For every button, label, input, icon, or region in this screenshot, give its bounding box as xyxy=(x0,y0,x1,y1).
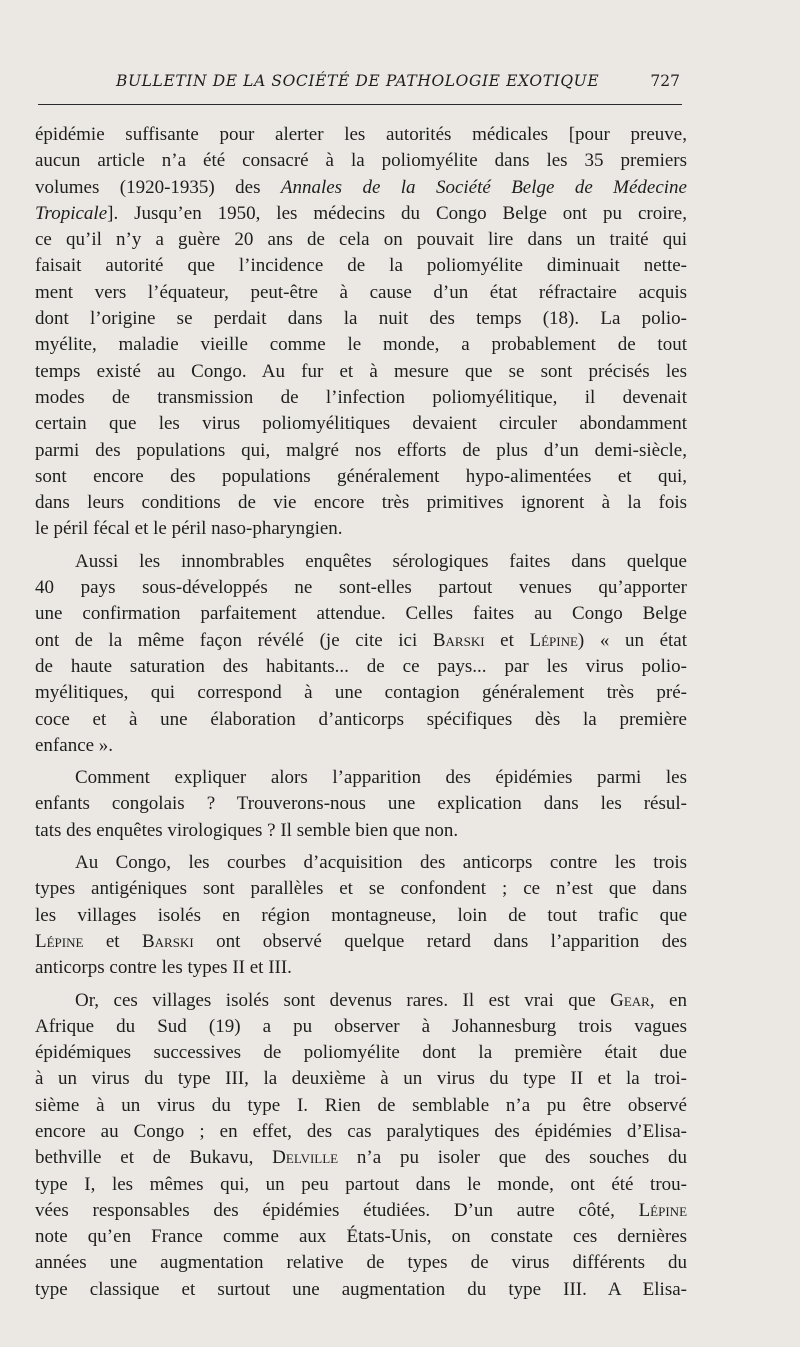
author-name: Lépine xyxy=(35,930,84,952)
text-line: aucun article n’a été consacré à la poliomyélite dans les 35 premiers xyxy=(35,150,687,172)
text-line: volumes (1920-1935) des Annales de la Société Belge de Médecine xyxy=(35,176,687,198)
paragraph-2 xyxy=(35,549,687,759)
text-line: parmi des populations qui, malgré nos efforts de plus d’un demi-siècle, xyxy=(35,439,687,461)
text-line: ment vers l’équateur, peut-être à cause d’un état réfractaire acquis xyxy=(35,281,687,303)
text-line: bethville et de Bukavu, Delville n’a pu isoler que des souches du xyxy=(35,1147,687,1169)
paragraph-4 xyxy=(35,850,687,981)
text-line: Comment expliquer alors l’apparition des épidémies parmi les xyxy=(75,767,687,789)
running-title: BULLETIN DE LA SOCIÉTÉ DE PATHOLOGIE EXOTIQUE xyxy=(116,72,600,90)
text-line: temps existé au Congo. Au fur et à mesure que se sont précisés les xyxy=(35,360,687,382)
journal-title-italic: Annales de la Société Belge de Médecine xyxy=(280,176,687,198)
page-number: 727 xyxy=(650,72,680,90)
text-line: certain que les virus poliomyélitiques devaient circuler abondamment xyxy=(35,413,687,435)
text-line: coce et à une élaboration d’anticorps spécifiques dès la première xyxy=(35,708,687,730)
text-line: Aussi les innombrables enquêtes sérologiques faites dans quelque xyxy=(75,550,687,572)
text-line: sont encore des populations généralement hypo-alimentées et qui, xyxy=(35,465,687,487)
paragraph-1 xyxy=(35,122,687,543)
text-line: anticorps contre les types II et III. xyxy=(35,957,292,979)
text-line: myélite, maladie vieille comme le monde, a probablement de tout xyxy=(35,334,687,356)
running-head xyxy=(112,72,680,96)
text-line: de haute saturation des habitants... de ce pays... par les virus polio- xyxy=(35,655,687,677)
text-line: Tropicale]. Jusqu’en 1950, les médecins du Congo Belge ont pu croire, xyxy=(35,202,687,224)
text-line: sième à un virus du type I. Rien de semblable n’a pu être observé xyxy=(35,1094,687,1116)
author-name: Barski xyxy=(141,930,194,952)
text-line: vées responsables des épidémies étudiées. D’un autre côté, Lépine xyxy=(35,1199,687,1221)
text-line: Afrique du Sud (19) a pu observer à Johannesburg trois vagues xyxy=(35,1015,687,1037)
text-line: années une augmentation relative de types de virus différents du xyxy=(35,1252,687,1274)
text-line: les villages isolés en région montagneuse, loin de tout trafic que xyxy=(35,904,687,926)
header-rule xyxy=(38,104,682,105)
text-line: ce qu’il n’y a guère 20 ans de cela on pouvait lire dans un traité qui xyxy=(35,229,687,251)
text-line: enfants congolais ? Trouverons-nous une explication dans les résul- xyxy=(35,793,687,815)
text-line: Or, ces villages isolés sont devenus rares. Il est vrai que Gear, en xyxy=(75,989,687,1011)
text-line: Lépine et Barski ont observé quelque retard dans l’apparition des xyxy=(35,930,687,952)
paragraph-3 xyxy=(35,765,687,844)
text-line: à un virus du type III, la deuxième à un virus du type II et la troi- xyxy=(35,1068,687,1090)
text-line: modes de transmission de l’infection poliomyélitique, il devenait xyxy=(35,386,687,408)
text-line: épidémiques successives de poliomyélite dont la première était due xyxy=(35,1042,687,1064)
text-line: dans leurs conditions de vie encore très primitives ignorent à la fois xyxy=(35,492,687,514)
author-name: Lépine xyxy=(638,1199,687,1221)
author-name: Delville xyxy=(272,1147,339,1169)
text-line: type I, les mêmes qui, un peu partout dans le monde, ont été trou- xyxy=(35,1173,687,1195)
author-name: Lépine xyxy=(529,629,578,651)
journal-title-italic: Tropicale xyxy=(35,202,108,224)
text-line: type classique et surtout une augmentation du type III. A Elisa- xyxy=(35,1278,687,1300)
text-line: épidémie suffisante pour alerter les autorités médicales [pour preuve, xyxy=(35,124,687,145)
text-line: le péril fécal et le péril naso-pharyngien. xyxy=(35,518,343,540)
paragraph-5 xyxy=(35,988,687,1304)
body-text xyxy=(35,122,687,1303)
text-line: dont l’origine se perdait dans la nuit des temps (18). La polio- xyxy=(35,308,687,330)
text-line: encore au Congo ; en effet, des cas paralytiques des épidémies d’Elisa- xyxy=(35,1120,687,1142)
text-line: myélitiques, qui correspond à une contagion généralement très pré- xyxy=(35,682,687,704)
text-line: une confirmation parfaitement attendue. Celles faites au Congo Belge xyxy=(35,603,687,625)
text-line: ont de la même façon révélé (je cite ici Barski et Lépine) « un état xyxy=(35,629,687,651)
text-line: 40 pays sous-développés ne sont-elles partout venues qu’apporter xyxy=(35,577,687,599)
author-name: Barski xyxy=(432,629,485,651)
text-line: faisait autorité que l’incidence de la poliomyélite diminuait nette- xyxy=(35,255,687,277)
text-line: tats des enquêtes virologiques ? Il semble bien que non. xyxy=(35,819,459,841)
text-line: Au Congo, les courbes d’acquisition des anticorps contre les trois xyxy=(75,852,687,874)
text-line: note qu’en France comme aux États-Unis, on constate ces dernières xyxy=(35,1226,687,1248)
text-line: enfance ». xyxy=(35,734,114,756)
text-line: types antigéniques sont parallèles et se confondent ; ce n’est que dans xyxy=(35,878,687,900)
author-name: Gear xyxy=(610,989,650,1011)
